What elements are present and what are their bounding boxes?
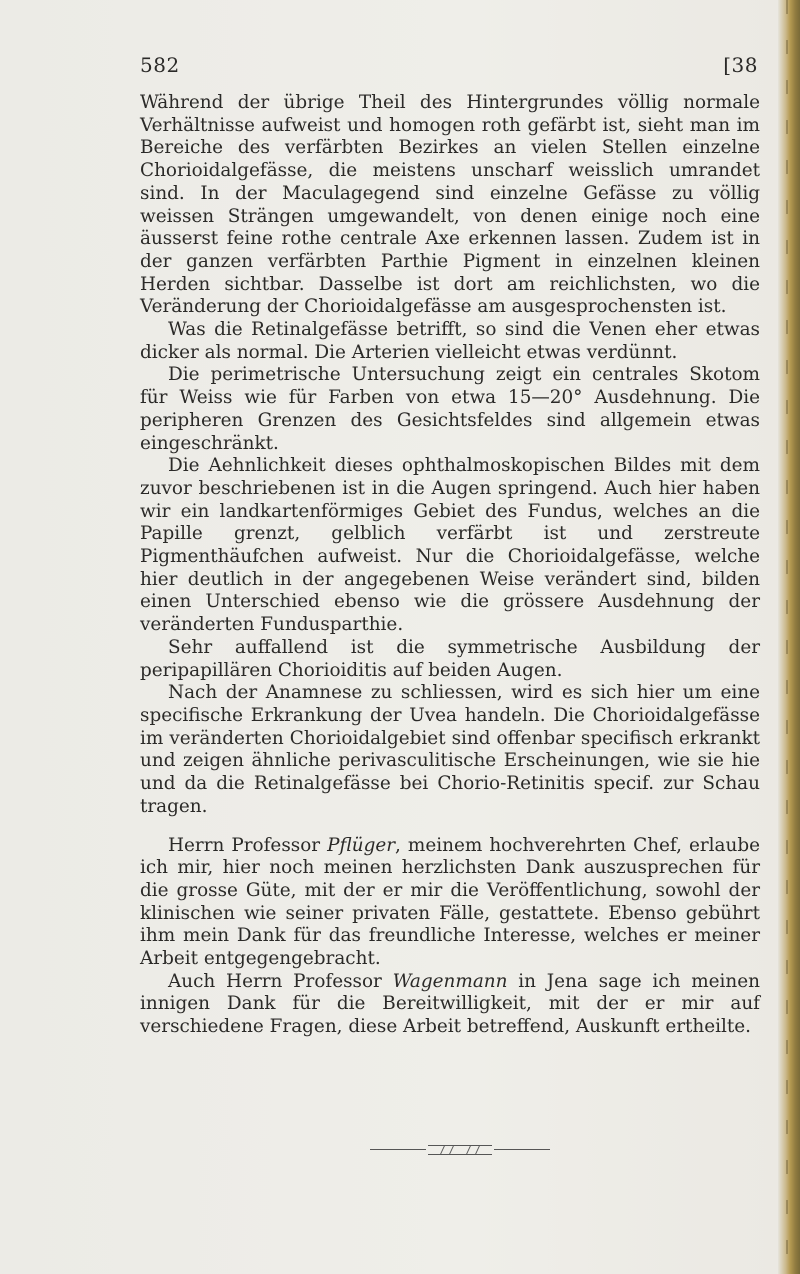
paragraph-acknowledgement-wagenmann	[140, 971, 760, 1039]
ack-text-before: Auch Herrn Professor	[168, 970, 393, 992]
paragraph-fundus-description: Während der übrige Theil des Hintergrundes völlig normale Verhältnisse aufweist und homogen roth gefärbt ist, sieht man im Bereiche des verfärbten Bezirkes an vielen Stellen einzelne Chorioidalgefässe, die meistens unscharf weisslich umrandet sind. In der Maculagegend sind einzelne Gefässe zu völlig weissen Strängen umgewandelt, von denen einige noch eine äusserst feine rothe centrale Axe erkennen lassen. Zudem ist in der ganzen verfärbten Parthie Pigment in einzelnen kleinen Herden sichtbar. Dasselbe ist dort am reichlichsten, wo die Veränderung der Chorioidalgefässe am ausgesprochensten ist.	[140, 92, 760, 318]
author-name-pflueger: Pflüger	[327, 834, 396, 856]
section-marker: [38	[723, 53, 758, 77]
ack-text-before: Herrn Professor	[168, 834, 328, 856]
section-end-ornament	[370, 1144, 550, 1154]
page-edge-binding	[778, 0, 800, 1274]
paragraph-similarity: Die Aehnlichkeit dieses ophthalmoskopischen Bildes mit dem zuvor beschriebenen ist in die Augen springend. Auch hier haben wir ein landkartenförmiges Gebiet des Fundus, welches an die Papille grenzt, gelblich verfärbt ist und zerstreute Pigmenthäufchen aufweist. Nur die Chorioidalgefässe, welche hier deutlich in der angegebenen Weise verändert sind, bilden einen Unterschied ebenso wie die grössere Ausdehnung der veränderten Fundusparthie.	[140, 455, 760, 636]
paragraph-perimetry: Die perimetrische Untersuchung zeigt ein centrales Skotom für Weiss wie für Farben von etwa 15—20° Ausdehnung. Die peripheren Grenzen des Gesichtsfeldes sind allgemein etwas eingeschränkt.	[140, 364, 760, 454]
body-text	[140, 92, 760, 1039]
author-name-wagenmann: Wagenmann	[392, 970, 508, 992]
ornament-rule-left	[370, 1149, 426, 1150]
running-header	[140, 53, 758, 83]
paragraph-symmetry: Sehr auffallend ist die symmetrische Ausbildung der peripapillären Chorioiditis auf beiden Augen.	[140, 636, 760, 681]
paragraph-retinal-vessels: Was die Retinalgefässe betrifft, so sind die Venen eher etwas dicker als normal. Die Arterien vielleicht etwas verdünnt.	[140, 319, 760, 363]
page-number: 582	[140, 53, 180, 77]
paragraph-anamnesis: Nach der Anamnese zu schliessen, wird es sich hier um eine specifische Erkrankung der Uvea handeln. Die Chorioidalgefässe im veränderten Chorioidalgebiet sind offenbar specifisch erkrankt und zeigen ähnliche perivasculitische Erscheinungen, wie sie hie und da die Retinalgefässe bei Chorio-Retinitis specif. zur Schau tragen.	[140, 682, 760, 817]
ornament-flourish	[428, 1145, 492, 1155]
paragraph-acknowledgement-pflueger	[140, 835, 760, 971]
ack-text-after: in Jena sage ich meinen innigen Dank für die Bereitwilligkeit, mit der er mir auf verschiedene Fragen, diese Arbeit betreffend, Auskunft ertheilte.	[140, 970, 760, 1038]
ornament-rule-right	[494, 1149, 550, 1150]
ack-text-after: , meinem hochverehrten Chef, erlaube ich mir, hier noch meinen herzlichsten Dank auszusprechen für die grosse Güte, mit der er mir die Veröffentlichung, sowohl der klinischen wie seiner privaten Fälle, gestattete. Ebenso gebührt ihm mein Dank für das freundliche Interesse, welches er meiner Arbeit entgegengebracht.	[140, 834, 760, 970]
